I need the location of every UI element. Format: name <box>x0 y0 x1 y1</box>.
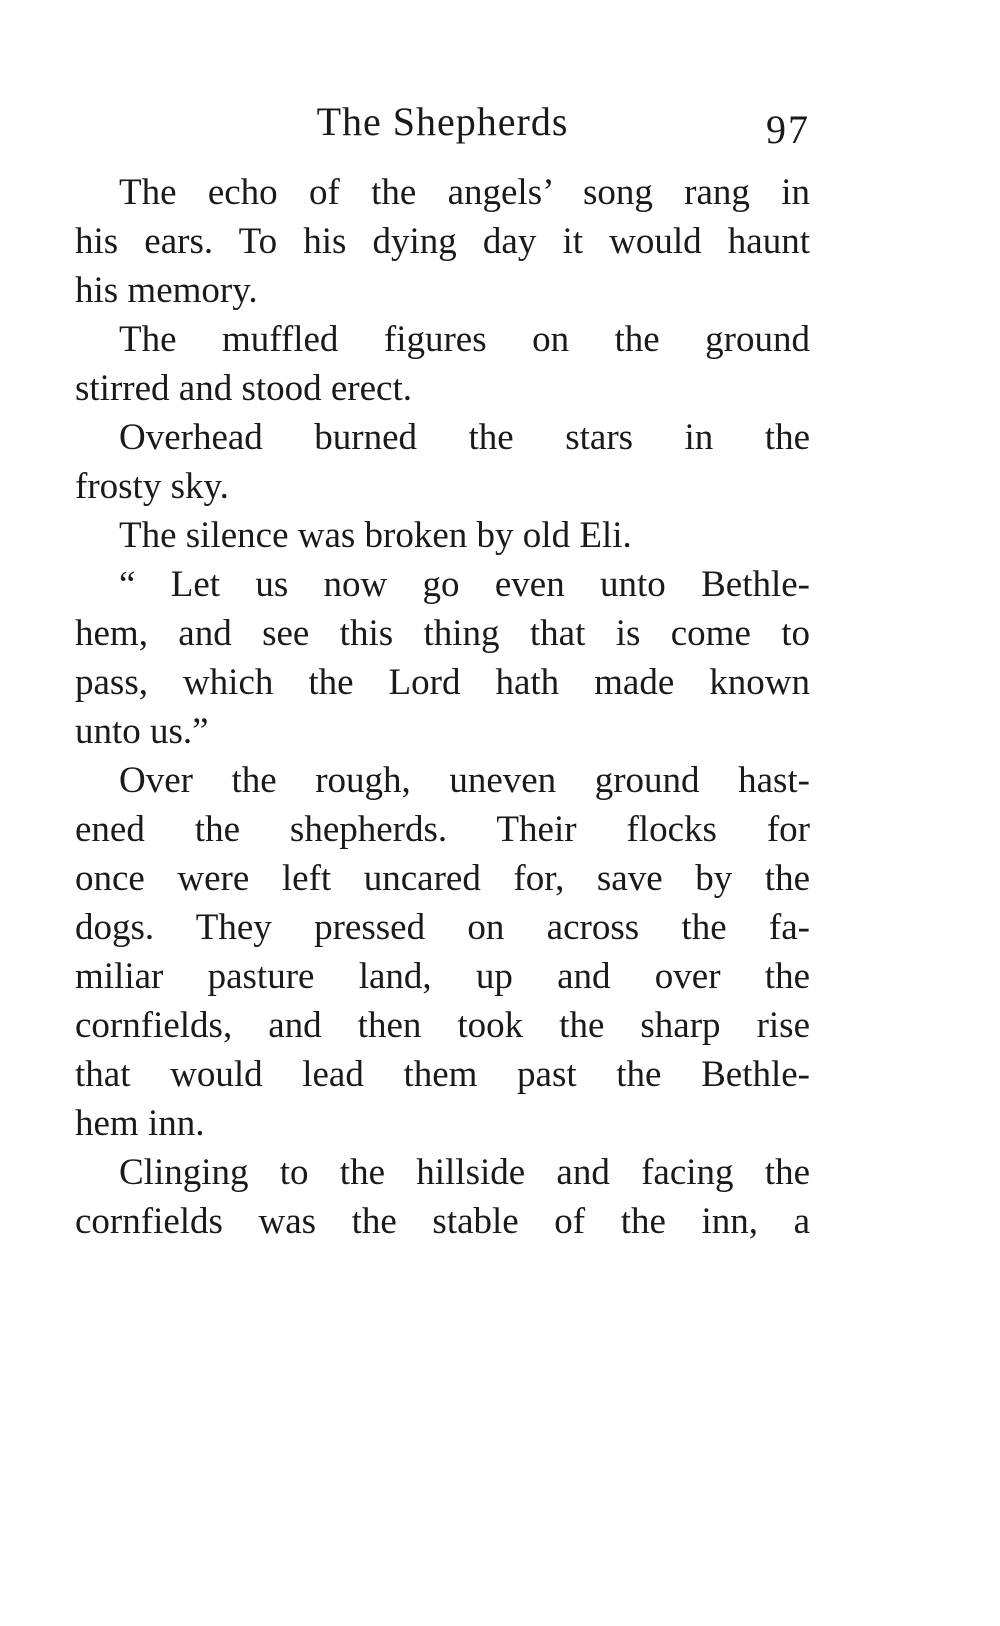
text-line: cornfields was the stable of the inn, a <box>75 1201 810 1242</box>
text-line: ened the shepherds. Their flocks for <box>75 809 810 850</box>
text-line: hem inn. <box>75 1103 205 1144</box>
text-line: The echo of the angels’ song rang in <box>119 172 810 213</box>
text-line: his ears. To his dying day it would haunt <box>75 221 810 262</box>
text-line: dogs. They pressed on across the fa- <box>75 907 810 948</box>
text-line: cornfields, and then took the sharp rise <box>75 1005 810 1046</box>
text-line: his memory. <box>75 270 258 311</box>
text-line: miliar pasture land, up and over the <box>75 956 810 997</box>
page-number: 97 <box>766 107 810 152</box>
text-line: Clinging to the hillside and facing the <box>119 1152 810 1193</box>
text-line: stirred and stood erect. <box>75 368 412 409</box>
text-line: pass, which the Lord hath made known <box>75 662 810 703</box>
running-title: The Shepherds <box>316 99 569 144</box>
text-line: once were left uncared for, save by the <box>75 858 810 899</box>
text-line: hem, and see this thing that is come to <box>75 613 810 654</box>
text-line: frosty sky. <box>75 466 229 507</box>
text-line: Over the rough, uneven ground hast- <box>119 760 810 801</box>
text-line: unto us.” <box>75 711 209 752</box>
body-text <box>75 168 810 1246</box>
running-head <box>75 92 810 152</box>
text-line: Overhead burned the stars in the <box>119 417 810 458</box>
text-line: The silence was broken by old Eli. <box>119 515 632 556</box>
text-line: that would lead them past the Bethle- <box>75 1054 810 1095</box>
text-line: “ Let us now go even unto Bethle- <box>119 564 810 605</box>
text-line: The muffled figures on the ground <box>119 319 810 360</box>
